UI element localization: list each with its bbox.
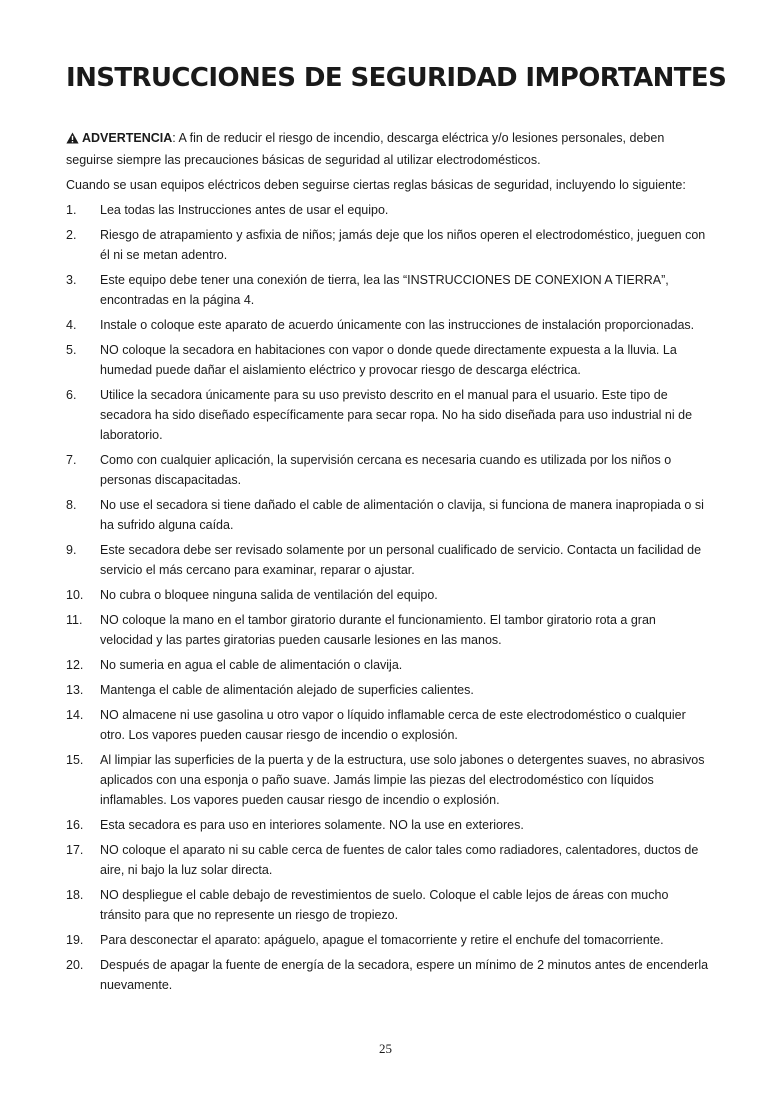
list-item-text: NO coloque la secadora en habitaciones con vapor o donde quede directamente expuesta a la lluvia. La humedad puede dañar el aislamiento eléctrico y provocar riesgo de descarga eléctrica.: [100, 343, 677, 377]
list-item-number: 15.: [66, 753, 84, 767]
list-item-text: No sumeria en agua el cable de alimentación o clavija.: [100, 658, 403, 672]
list-item: [66, 495, 711, 535]
list-item-number: 6.: [66, 388, 77, 402]
list-item-text: Esta secadora es para uso en interiores solamente. NO la use en exteriores.: [100, 818, 524, 832]
list-item-number: 2.: [66, 228, 77, 242]
list-item-text: Al limpiar las superficies de la puerta y de la estructura, use solo jabones o detergentes suaves, no abrasivos aplicados con una esponja o paño suave. Jamás limpie las piezas del electrodoméstico con líquidos inflamables. Los vapores pueden causar riesgo de incendio o explosión.: [100, 753, 705, 807]
list-item-number: 18.: [66, 888, 84, 902]
list-item-number: 7.: [66, 453, 77, 467]
list-item-text: No cubra o bloquee ninguna salida de ventilación del equipo.: [100, 588, 438, 602]
list-item-text: Este equipo debe tener una conexión de tierra, lea las “INSTRUCCIONES DE CONEXION A TIERRA”, encontradas en la página 4.: [100, 273, 669, 307]
list-item-number: 9.: [66, 543, 77, 557]
list-item-number: 10.: [66, 588, 84, 602]
list-item-number: 19.: [66, 933, 84, 947]
list-item: [66, 705, 711, 745]
page-number: 25: [379, 1041, 392, 1056]
list-item: [66, 585, 711, 605]
list-item-text: Riesgo de atrapamiento y asfixia de niños; jamás deje que los niños operen el electrodoméstico, jueguen con él ni se metan adentro.: [100, 228, 706, 262]
warning-label: ADVERTENCIA: [82, 131, 173, 145]
list-item-text: Como con cualquier aplicación, la supervisión cercana es necesaria cuando es utilizada por los niños o personas discapacitadas.: [100, 453, 672, 487]
list-item-text: Para desconectar el aparato: apáguelo, apague el tomacorriente y retire el enchufe del tomacorriente.: [100, 933, 664, 947]
list-item-number: 11.: [66, 613, 83, 627]
list-item-text: Utilice la secadora únicamente para su uso previsto descrito en el manual para el usuario. Este tipo de secadora ha sido diseñado específicamente para secar ropa. No ha sido diseñada para uso industrial ni de laboratorio.: [100, 388, 693, 442]
warning-text: : A fin de reducir el riesgo de incendio, descarga eléctrica y/o lesiones personales, deben seguirse siempre las precauciones básicas de seguridad al utilizar electrodomésticos.: [66, 131, 665, 167]
list-item: [66, 540, 711, 580]
list-item-text: NO almacene ni use gasolina u otro vapor o líquido inflamable cerca de este electrodoméstico o cualquier otro. Los vapores pueden causar riesgo de incendio o explosión.: [100, 708, 686, 742]
list-item: [66, 340, 711, 380]
safety-content: [66, 128, 711, 1000]
list-item: [66, 815, 711, 835]
list-item-text: Este secadora debe ser revisado solamente por un personal cualificado de servicio. Contacta un facilidad de servicio el más cercano para examinar, reparar o ajustar.: [100, 543, 702, 577]
list-item: [66, 955, 711, 995]
list-item-number: 1.: [66, 203, 77, 217]
list-item-number: 5.: [66, 343, 77, 357]
list-item-number: 8.: [66, 498, 77, 512]
list-item: [66, 270, 711, 310]
list-item: [66, 610, 711, 650]
list-item-text: Lea todas las Instrucciones antes de usar el equipo.: [100, 203, 389, 217]
list-item-text: Instale o coloque este aparato de acuerdo únicamente con las instrucciones de instalación proporcionadas.: [100, 318, 695, 332]
instructions-list: [66, 200, 711, 995]
list-item: [66, 750, 711, 810]
list-item-number: 3.: [66, 273, 77, 287]
list-item-text: NO coloque la mano en el tambor giratorio durante el funcionamiento. El tambor giratorio rota a gran velocidad y las partes giratorias pueden causarle lesiones en las manos.: [100, 613, 656, 647]
list-item-text: NO despliegue el cable debajo de revestimientos de suelo. Coloque el cable lejos de áreas con mucho tránsito para que no represente un riesgo de tropiezo.: [100, 888, 669, 922]
list-item-number: 4.: [66, 318, 77, 332]
page-title: INSTRUCCIONES DE SEGURIDAD IMPORTANTES: [66, 63, 727, 93]
list-item: [66, 655, 711, 675]
list-item: [66, 385, 711, 445]
list-item: [66, 885, 711, 925]
list-item: [66, 200, 711, 220]
list-item-text: Después de apagar la fuente de energía de la secadora, espere un mínimo de 2 minutos antes de encenderla nuevamente.: [100, 958, 709, 992]
list-item: [66, 840, 711, 880]
list-item-number: 17.: [66, 843, 84, 857]
list-item: [66, 315, 711, 335]
list-item-number: 12.: [66, 658, 84, 672]
list-item: [66, 225, 711, 265]
list-item-text: No use el secadora si tiene dañado el cable de alimentación o clavija, si funciona de manera inapropiada o si ha sufrido alguna caída.: [100, 498, 704, 532]
list-item: [66, 450, 711, 490]
list-item-text: Mantenga el cable de alimentación alejado de superficies calientes.: [100, 683, 474, 697]
warning-paragraph: [66, 128, 711, 170]
list-item-number: 14.: [66, 708, 84, 722]
list-item-number: 13.: [66, 683, 84, 697]
list-item: [66, 930, 711, 950]
list-item-number: 20.: [66, 958, 84, 972]
list-item-number: 16.: [66, 818, 84, 832]
list-item: [66, 680, 711, 700]
list-item-text: NO coloque el aparato ni su cable cerca de fuentes de calor tales como radiadores, calentadores, ductos de aire, ni bajo la luz solar directa.: [100, 843, 699, 877]
warning-triangle-icon: [66, 130, 79, 150]
intro-paragraph: Cuando se usan equipos eléctricos deben seguirse ciertas reglas básicas de seguridad, incluyendo lo siguiente:: [66, 178, 686, 192]
